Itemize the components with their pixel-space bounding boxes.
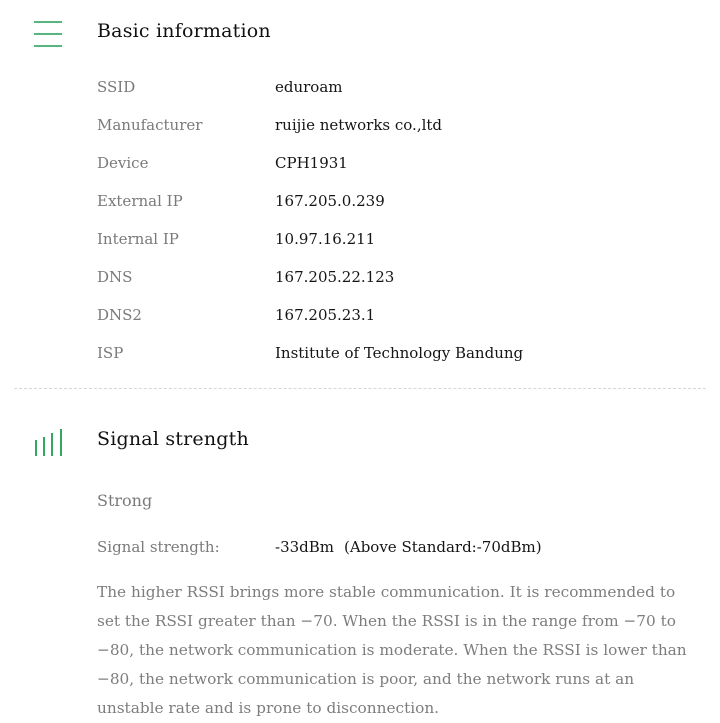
signal-strength-value <box>275 538 542 556</box>
info-label: ISP <box>97 344 124 362</box>
info-row-device <box>97 148 697 178</box>
signal-strength-title: Signal strength <box>97 428 249 450</box>
info-value: Institute of Technology Bandung <box>275 344 524 362</box>
signal-strength-row <box>97 534 542 560</box>
info-label: SSID <box>97 78 136 96</box>
info-value: 167.205.22.123 <box>275 268 395 286</box>
info-value: eduroam <box>275 78 343 96</box>
info-label: Manufacturer <box>97 116 203 134</box>
info-value: 167.205.0.239 <box>275 192 385 210</box>
signal-standard-text: (Above Standard:-70dBm) <box>344 538 542 556</box>
info-value: CPH1931 <box>275 154 348 172</box>
info-value: 167.205.23.1 <box>275 306 376 324</box>
info-row-dns <box>97 262 697 292</box>
info-row-external-ip <box>97 186 697 216</box>
info-row-ssid <box>97 72 697 102</box>
info-row-internal-ip <box>97 224 697 254</box>
info-row-manufacturer <box>97 110 697 140</box>
info-label: Internal IP <box>97 230 179 248</box>
menu-lines-icon <box>34 20 62 52</box>
info-value: ruijie networks co.,ltd <box>275 116 443 134</box>
info-label: DNS <box>97 268 133 286</box>
info-row-dns2 <box>97 300 697 330</box>
basic-information-title: Basic information <box>97 20 271 42</box>
info-label: External IP <box>97 192 183 210</box>
signal-level: Strong <box>97 491 153 510</box>
signal-description: The higher RSSI brings more stable communication. It is recommended to set the RSSI greater than −70. When the RSSI is in the range from −70 to −80, the network communication is moderate. When the RSSI is lower than −80, the network communication is poor, and the network runs at an unstable rate and is prone to disconnection. <box>97 583 687 717</box>
info-value: 10.97.16.211 <box>275 230 376 248</box>
info-label: Device <box>97 154 149 172</box>
info-label: DNS2 <box>97 306 142 324</box>
signal-bars-icon <box>34 428 64 462</box>
signal-dbm-value: -33dBm <box>275 538 335 556</box>
signal-strength-label: Signal strength: <box>97 538 220 556</box>
info-row-isp <box>97 338 697 368</box>
